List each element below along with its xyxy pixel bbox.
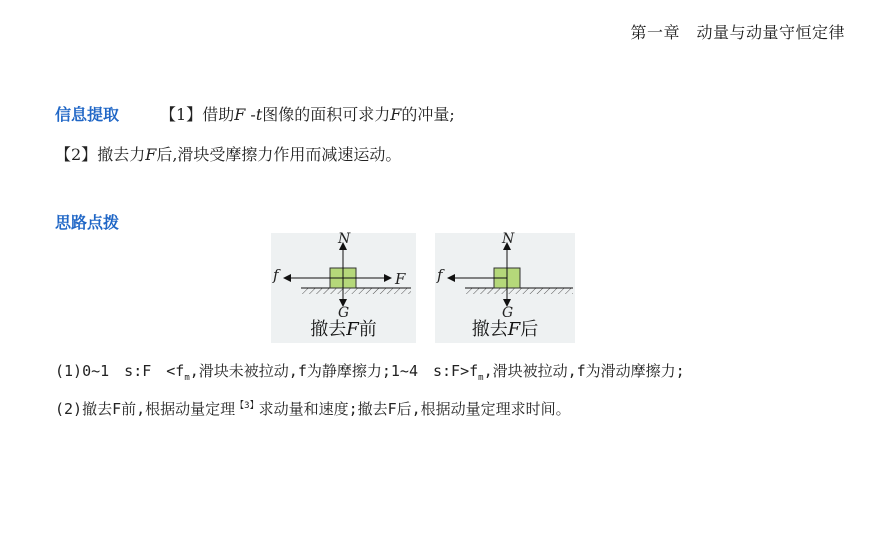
analysis-line-1-a: (1)0~1 s:F <f	[55, 362, 185, 380]
label-G: G	[502, 305, 514, 321]
analysis-line-2	[55, 398, 571, 419]
caption-after-F: F	[507, 319, 521, 340]
analysis-line-1-c: ,滑块被拉动,f为滑动摩擦力;	[483, 362, 685, 380]
info-section-label: 信息提取	[55, 105, 120, 124]
label-f: f	[273, 266, 279, 284]
analysis-line-1	[55, 360, 685, 383]
info-line-2-text-b: 后,滑块受摩擦力作用而减速运动。	[156, 145, 402, 164]
label-N: N	[338, 231, 351, 247]
label-F: F	[395, 270, 406, 288]
caption-after-b: 后	[520, 319, 539, 340]
caption-before-b: 前	[358, 319, 377, 340]
analysis-line-1-sub1: m	[184, 373, 190, 383]
caption-after-a: 撤去	[471, 319, 508, 340]
info-line-1-text-a: 借助	[202, 105, 235, 124]
info-line-1-F2: F	[390, 105, 402, 124]
info-line-1-t: t	[255, 105, 263, 124]
label-N: N	[502, 231, 515, 247]
info-line-1-num: 【1】	[160, 105, 203, 124]
label-f: f	[437, 266, 443, 284]
info-line-2-F: F	[145, 145, 157, 164]
info-line-2-text-a: 撤去力	[97, 145, 146, 164]
caption-before-a: 撤去	[310, 319, 347, 340]
analysis-line-1-b: ,滑块未被拉动,f为静摩擦力;1~4 s:F>f	[189, 362, 479, 380]
analysis-line-2-b: 求动量和速度;撤去F后,根据动量定理求时间。	[258, 400, 571, 418]
info-line-1-text-c: 的冲量;	[401, 105, 455, 124]
analysis-line-1-sub2: m	[478, 373, 484, 383]
info-line-1-dash: -	[245, 105, 256, 124]
info-line-1-text-b: 图像的面积可求力	[262, 105, 391, 124]
analysis-section-label: 思路点拨	[55, 213, 120, 232]
info-line-1	[160, 102, 455, 125]
reference-mark: 【3】	[235, 401, 259, 411]
chapter-title: 第一章 动量与动量守恒定律	[630, 23, 845, 42]
label-G: G	[338, 305, 350, 321]
info-line-2-num: 【2】	[55, 145, 98, 164]
force-diagram-before	[271, 233, 416, 343]
force-diagram-after	[435, 233, 575, 343]
diagram-before-caption	[271, 315, 416, 341]
diagram-after-caption	[435, 315, 575, 341]
caption-before-F: F	[346, 319, 359, 340]
info-line-2	[55, 142, 401, 165]
ground-hatch	[465, 288, 573, 294]
ground-hatch	[301, 288, 411, 294]
info-line-1-F: F	[234, 105, 246, 124]
analysis-line-2-a: (2)撤去F前,根据动量定理	[55, 400, 236, 418]
